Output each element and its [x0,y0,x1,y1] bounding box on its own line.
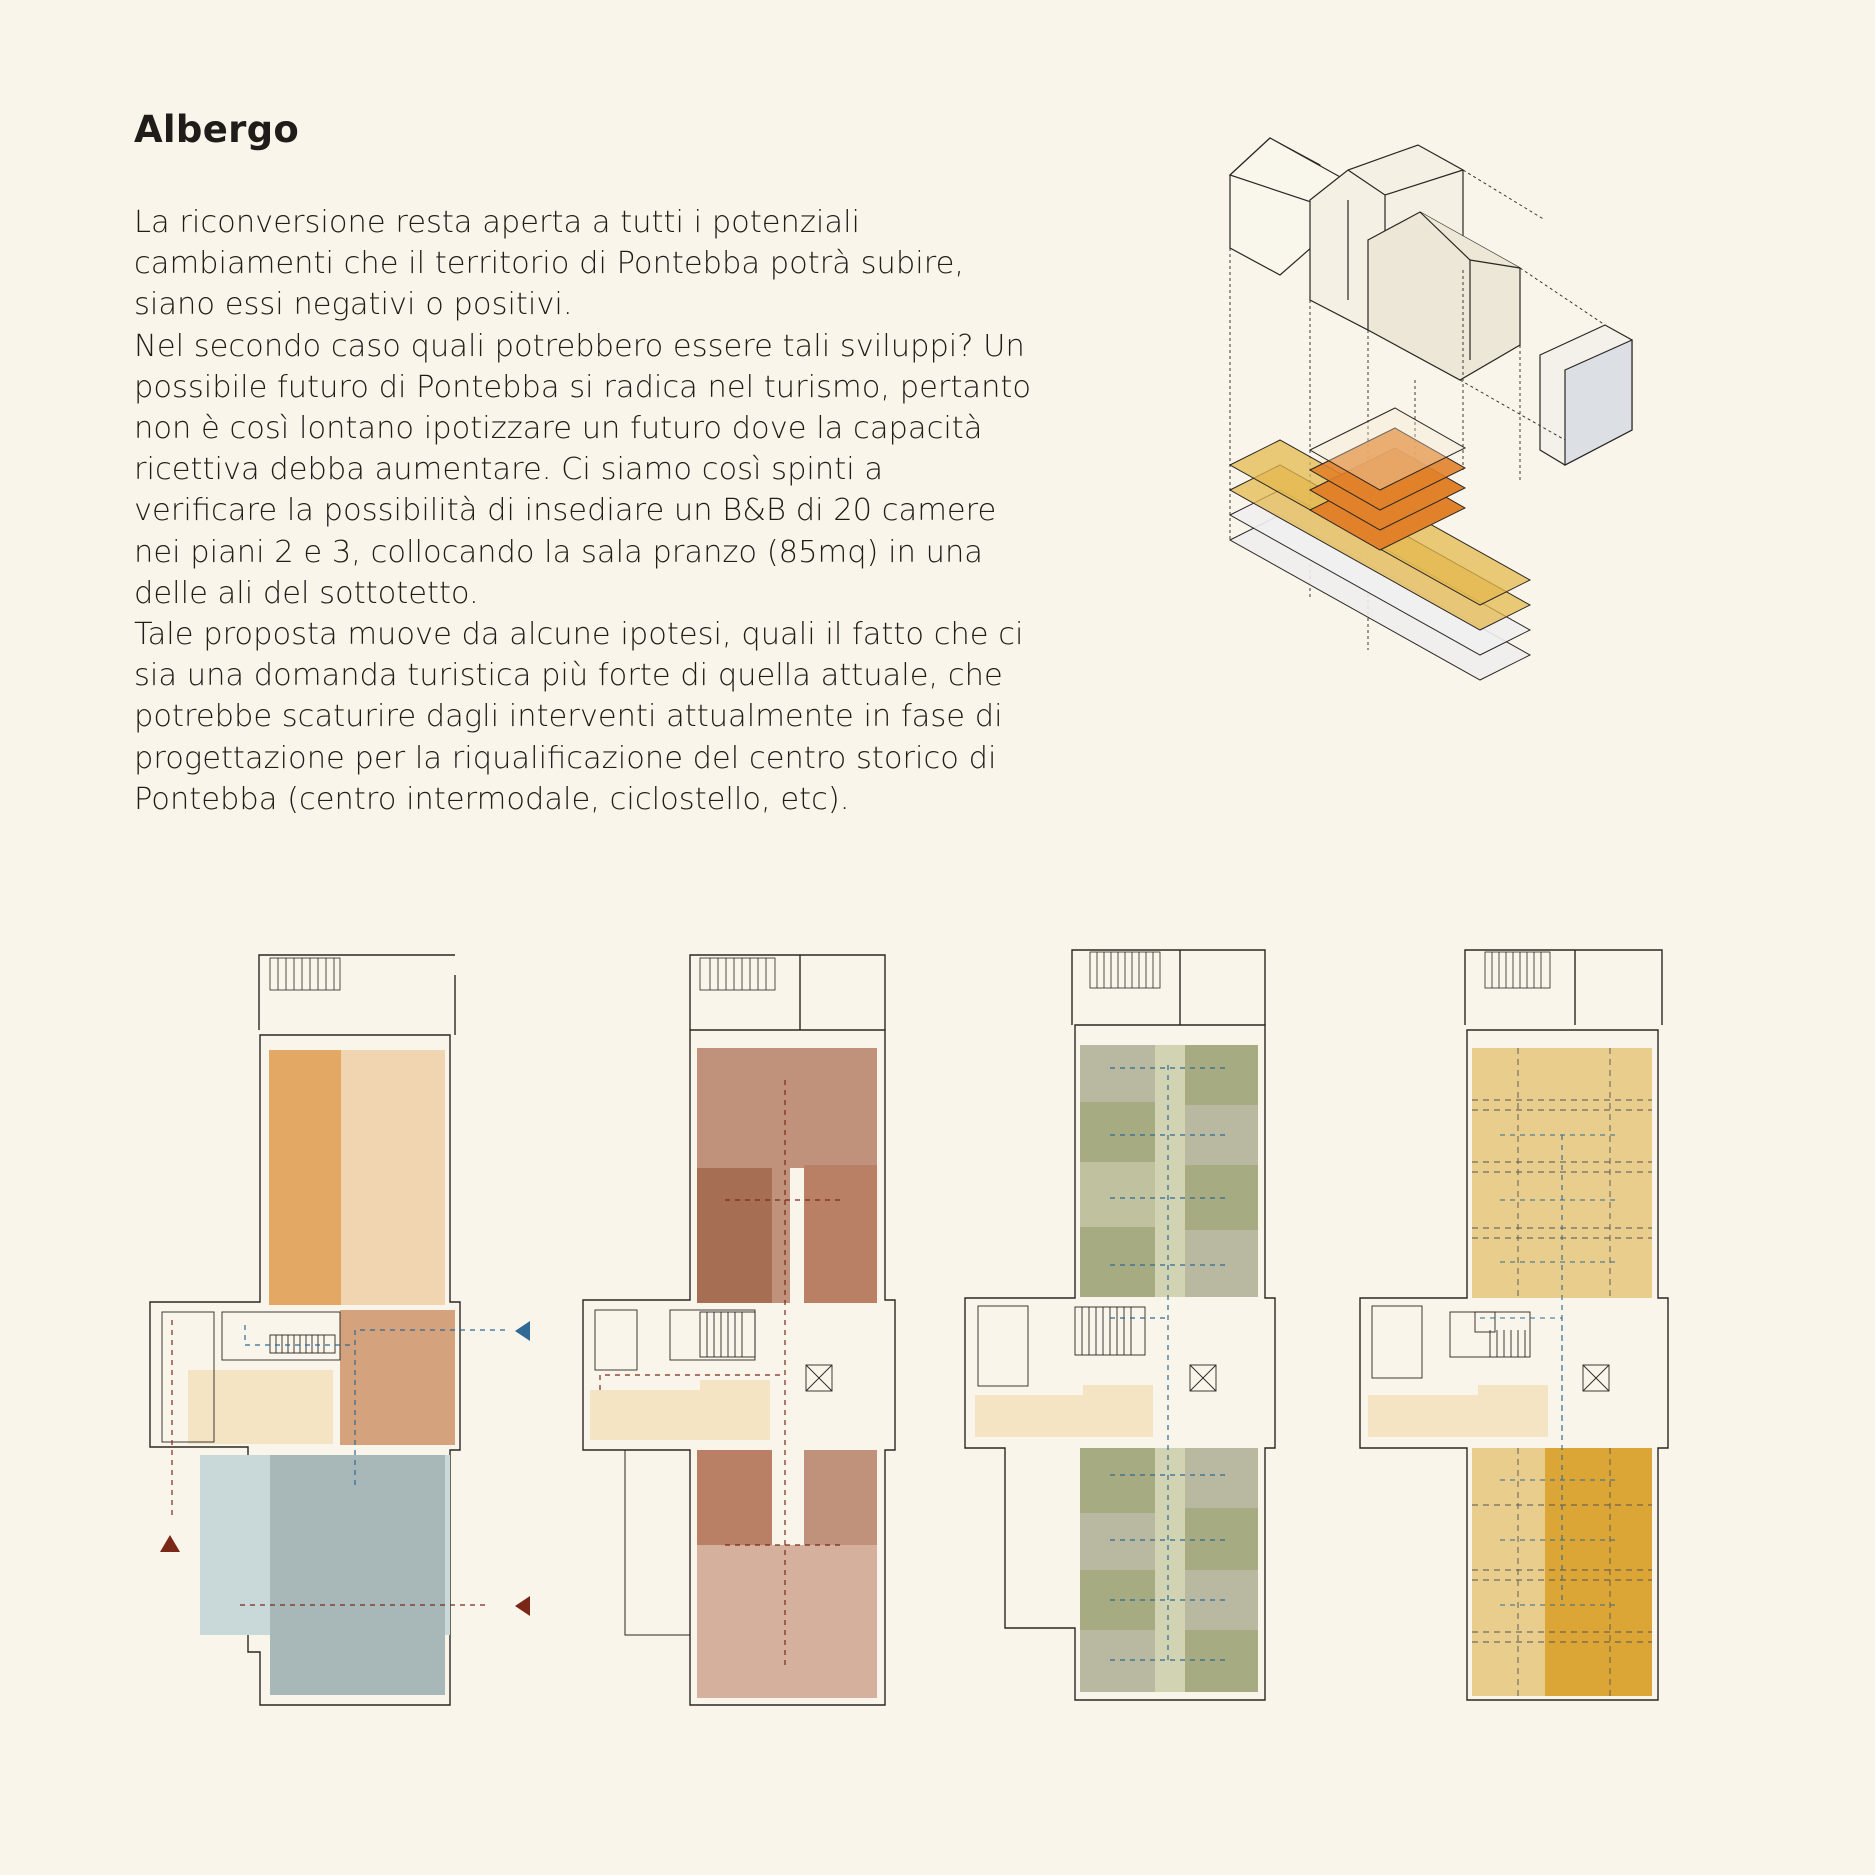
staircase-icon [1485,952,1550,988]
floor-plan-2 [575,940,905,1720]
paragraph-3: Tale proposta muove da alcune ipotesi, quali il fatto che ci sia una domanda turistica più forte di quella attuale, che potrebbe scaturire dagli interventi attualmente in fase di progettazione per la riqualificazione del centro storico di Pontebba (centro intermodale, ciclostello, etc). [134,617,1024,817]
staircase-icon [270,958,340,990]
staircase-icon [1090,952,1160,988]
page-title: Albergo [134,108,300,151]
floor-plates [1230,408,1530,680]
entry-arrow-icon [160,1535,180,1552]
paragraph-1: La riconversione resta aperta a tutti i potenziali cambiamenti che il territorio di Pontebba potrà subire, siano essi negativi o positivi. [134,205,965,323]
floor-plan-1 [140,940,540,1720]
paragraph-2: Nel secondo caso quali potrebbero essere tali sviluppi? Un possibile futuro di Pontebba si radica nel turismo, pertanto non è così lontano ipotizzare un futuro dove la capacità ricettiva debba aumentare. Ci siamo così spinti a verificare la possibilità di insediare un B&B di 20 camere nei piani 2 e 3, collocando la sala pranzo (85mq) in una delle ali del sottotetto. [134,328,1032,611]
entry-arrow-icon [515,1596,530,1616]
description-text [134,202,1034,820]
detached-block [1540,325,1632,465]
axonometric-diagram [1200,120,1650,720]
entry-arrow-icon [515,1321,530,1341]
floor-plan-3 [960,940,1290,1720]
staircase-icon [700,958,775,990]
floor-plan-4 [1355,940,1685,1720]
building-volume-right [1368,212,1520,380]
